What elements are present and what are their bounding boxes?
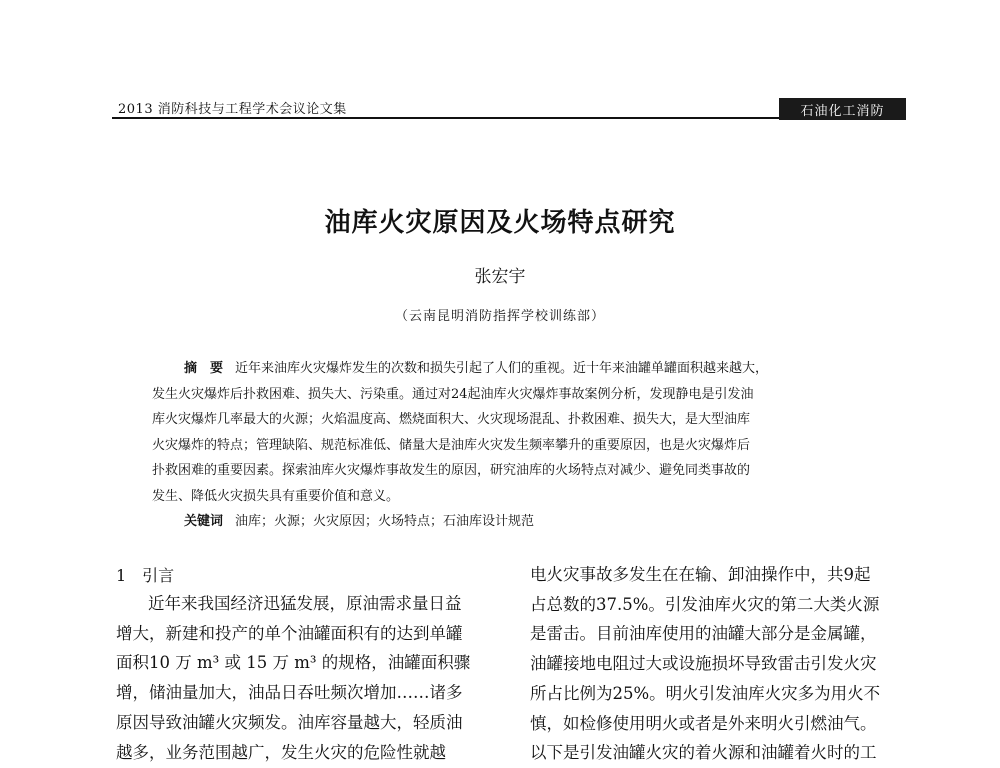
body-column-right	[530, 560, 910, 768]
body-line: 是雷击。目前油库使用的油罐大部分是金属罐，	[530, 624, 877, 644]
author: 张宏宇	[474, 267, 526, 287]
keywords	[184, 510, 534, 529]
body-line: 原因导致油罐火灾频发。油库容量越大，轻质油	[116, 712, 463, 732]
body-line: 油罐接地电阻过大或设施损坏导致雷击引发火灾	[530, 654, 877, 674]
abstract-line: 发生、降低火灾损失具有重要价值和意义。	[152, 488, 400, 504]
body-line: 电火灾事故多发生在在输、卸油操作中，共9起	[530, 565, 871, 584]
body-line: 近年来我国经济迅猛发展，原油需求量日益	[148, 594, 462, 613]
abstract-label: 摘 要	[184, 361, 224, 376]
paper-title: 油库火灾原因及火场特点研究	[324, 208, 676, 238]
body-line: 面积10 万 m³ 或 15 万 m³ 的规格，油罐面积骤	[116, 653, 471, 673]
abstract-line: 火灾爆炸的特点；管理缺陷、规范标准低、储量大是油库火灾发生频率攀升的重要原因，也是火灾爆炸后	[152, 437, 751, 453]
body-line: 慎，如检修使用明火或者是外来明火引燃油气。	[530, 713, 877, 733]
body-line: 增大，新建和投产的单个油罐面积有的达到单罐	[116, 623, 463, 643]
abstract-line: 摘 要 近年来油库火灾爆炸发生的次数和损失引起了人们的重视。近十年来油罐单罐面积越来越大，	[184, 361, 769, 376]
keywords-text: 油库；火源；火灾原因；火场特点；石油库设计规范	[235, 514, 535, 529]
affiliation: （云南昆明消防指挥学校训练部）	[394, 309, 605, 324]
body-line: 所占比例为25%。明火引发油库火灾多为用火不	[530, 683, 881, 703]
body-line: 增，储油量加大，油品日吞吐频次增加……诸多	[116, 683, 463, 703]
body-line: 越多，业务范围越广，发生火灾的危险性就越	[116, 742, 446, 762]
header-rule	[112, 117, 782, 119]
section-heading: 1 引言	[116, 566, 175, 585]
section-tag: 石油化工消防	[779, 98, 906, 120]
body-line: 以下是引发油罐火灾的着火源和油罐着火时的工	[530, 743, 877, 763]
keywords-label: 关键词	[184, 514, 224, 529]
body-line: 占总数的37.5%。引发油库火灾的第二大类火源	[530, 594, 880, 614]
running-header: 2013 消防科技与工程学术会议论文集	[118, 102, 347, 117]
abstract-line: 扑救困难的重要因素。探索油库火灾爆炸事故发生的原因，研究油库的火场特点对减少、避免同类事故的	[152, 463, 751, 478]
abstract	[152, 356, 887, 509]
abstract-line: 发生火灾爆炸后扑救困难、损失大、污染重。通过对24起油库火灾爆炸事故案例分析，发现静电是引发油	[152, 386, 754, 402]
body-column-left	[116, 589, 496, 767]
abstract-line: 库火灾爆炸几率最大的火源；火焰温度高、燃烧面积大、火灾现场混乱、扑救困难、损失大，是大型油库	[152, 412, 751, 427]
